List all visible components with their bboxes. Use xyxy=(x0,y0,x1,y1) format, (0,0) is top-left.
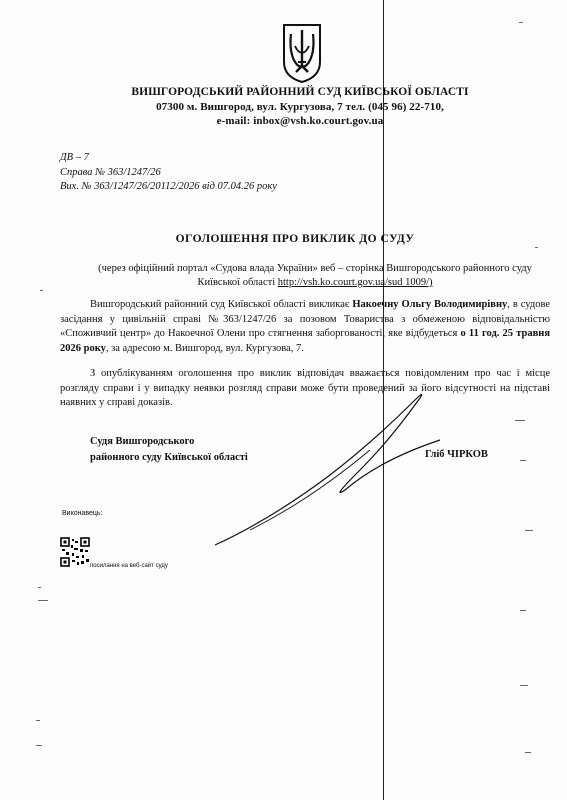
scan-speck xyxy=(525,530,533,531)
scan-speck xyxy=(520,610,526,611)
judge-name: Гліб ЧІРКОВ xyxy=(425,449,488,460)
document-code: ДВ – 7 xyxy=(60,152,89,163)
scan-speck xyxy=(515,420,525,421)
summoned-person-name: Накоечну Ольгу Володимирівну xyxy=(352,299,508,310)
coat-of-arms-icon xyxy=(281,22,323,84)
scan-speck xyxy=(520,685,528,686)
scan-speck xyxy=(36,745,42,746)
handwritten-signature-icon xyxy=(210,380,450,550)
qr-caption: посилання на веб-сайт суду xyxy=(90,563,168,569)
scan-speck xyxy=(38,600,48,601)
outgoing-number: Вих. № 363/1247/26/20112/2026 від 07.04.26 року xyxy=(60,181,277,192)
court-address: 07300 м. Вишгород, вул. Кургузова, 7 тел. (045 96) 22-710, xyxy=(156,101,444,113)
publication-note xyxy=(80,262,550,290)
executor-label: Виконавець: xyxy=(62,510,103,517)
court-email: e-mail: inbox@vsh.ko.court.gov.ua xyxy=(216,115,384,127)
scan-speck xyxy=(535,247,538,248)
summons-text-end: , за адресою м. Вишгород, вул. Кургузова, 7. xyxy=(105,342,304,354)
judge-title-line2: районного суду Київської області xyxy=(90,452,248,463)
scan-speck xyxy=(38,587,41,588)
notice-paragraph: З опублікуванням оголошення про виклик відповідач вважається повідомленим про час і місце розгляду справи і у випадку неявки розгляд справи може бути проведений за його відсутності на підставі наявних у справі доказів. xyxy=(60,368,550,408)
court-name: ВИШГОРОДСЬКИЙ РАЙОННИЙ СУД КИЇВСЬКОЇ ОБЛАСТІ xyxy=(131,86,469,98)
scan-speck xyxy=(520,460,526,461)
court-website-link[interactable]: http://vsh.ko.court.gov.ua/sud 1009/) xyxy=(277,277,433,288)
announcement-title: ОГОЛОШЕННЯ ПРО ВИКЛИК ДО СУДУ xyxy=(175,233,415,245)
scan-speck xyxy=(525,752,531,753)
publication-note-text: (через офіційний портал «Судова влада України» веб – сторінка Вишгородського районного суду Київської області xyxy=(98,263,532,288)
summons-text-start: Вишгородський районний суд Київської області викликає xyxy=(90,299,353,310)
hearing-datetime: о 11 год. 25 травня 2026 року xyxy=(60,328,550,354)
summons-text-middle: , в судове засідання у цивільній справі №363/1247/26 за позовом Товариства з обмеженою відповідальністю «Споживчий центр» до Накоечної Олени про стягнення заборгованості, яке відбудеться xyxy=(60,299,550,339)
scan-speck xyxy=(36,720,40,721)
case-number: Справа № 363/1247/26 xyxy=(60,167,161,178)
scan-speck xyxy=(519,22,523,23)
summons-paragraph xyxy=(60,298,550,356)
scan-speck xyxy=(40,290,43,291)
qr-code-icon[interactable] xyxy=(60,537,90,567)
judge-title-line1: Судя Вишгородського xyxy=(90,436,195,447)
